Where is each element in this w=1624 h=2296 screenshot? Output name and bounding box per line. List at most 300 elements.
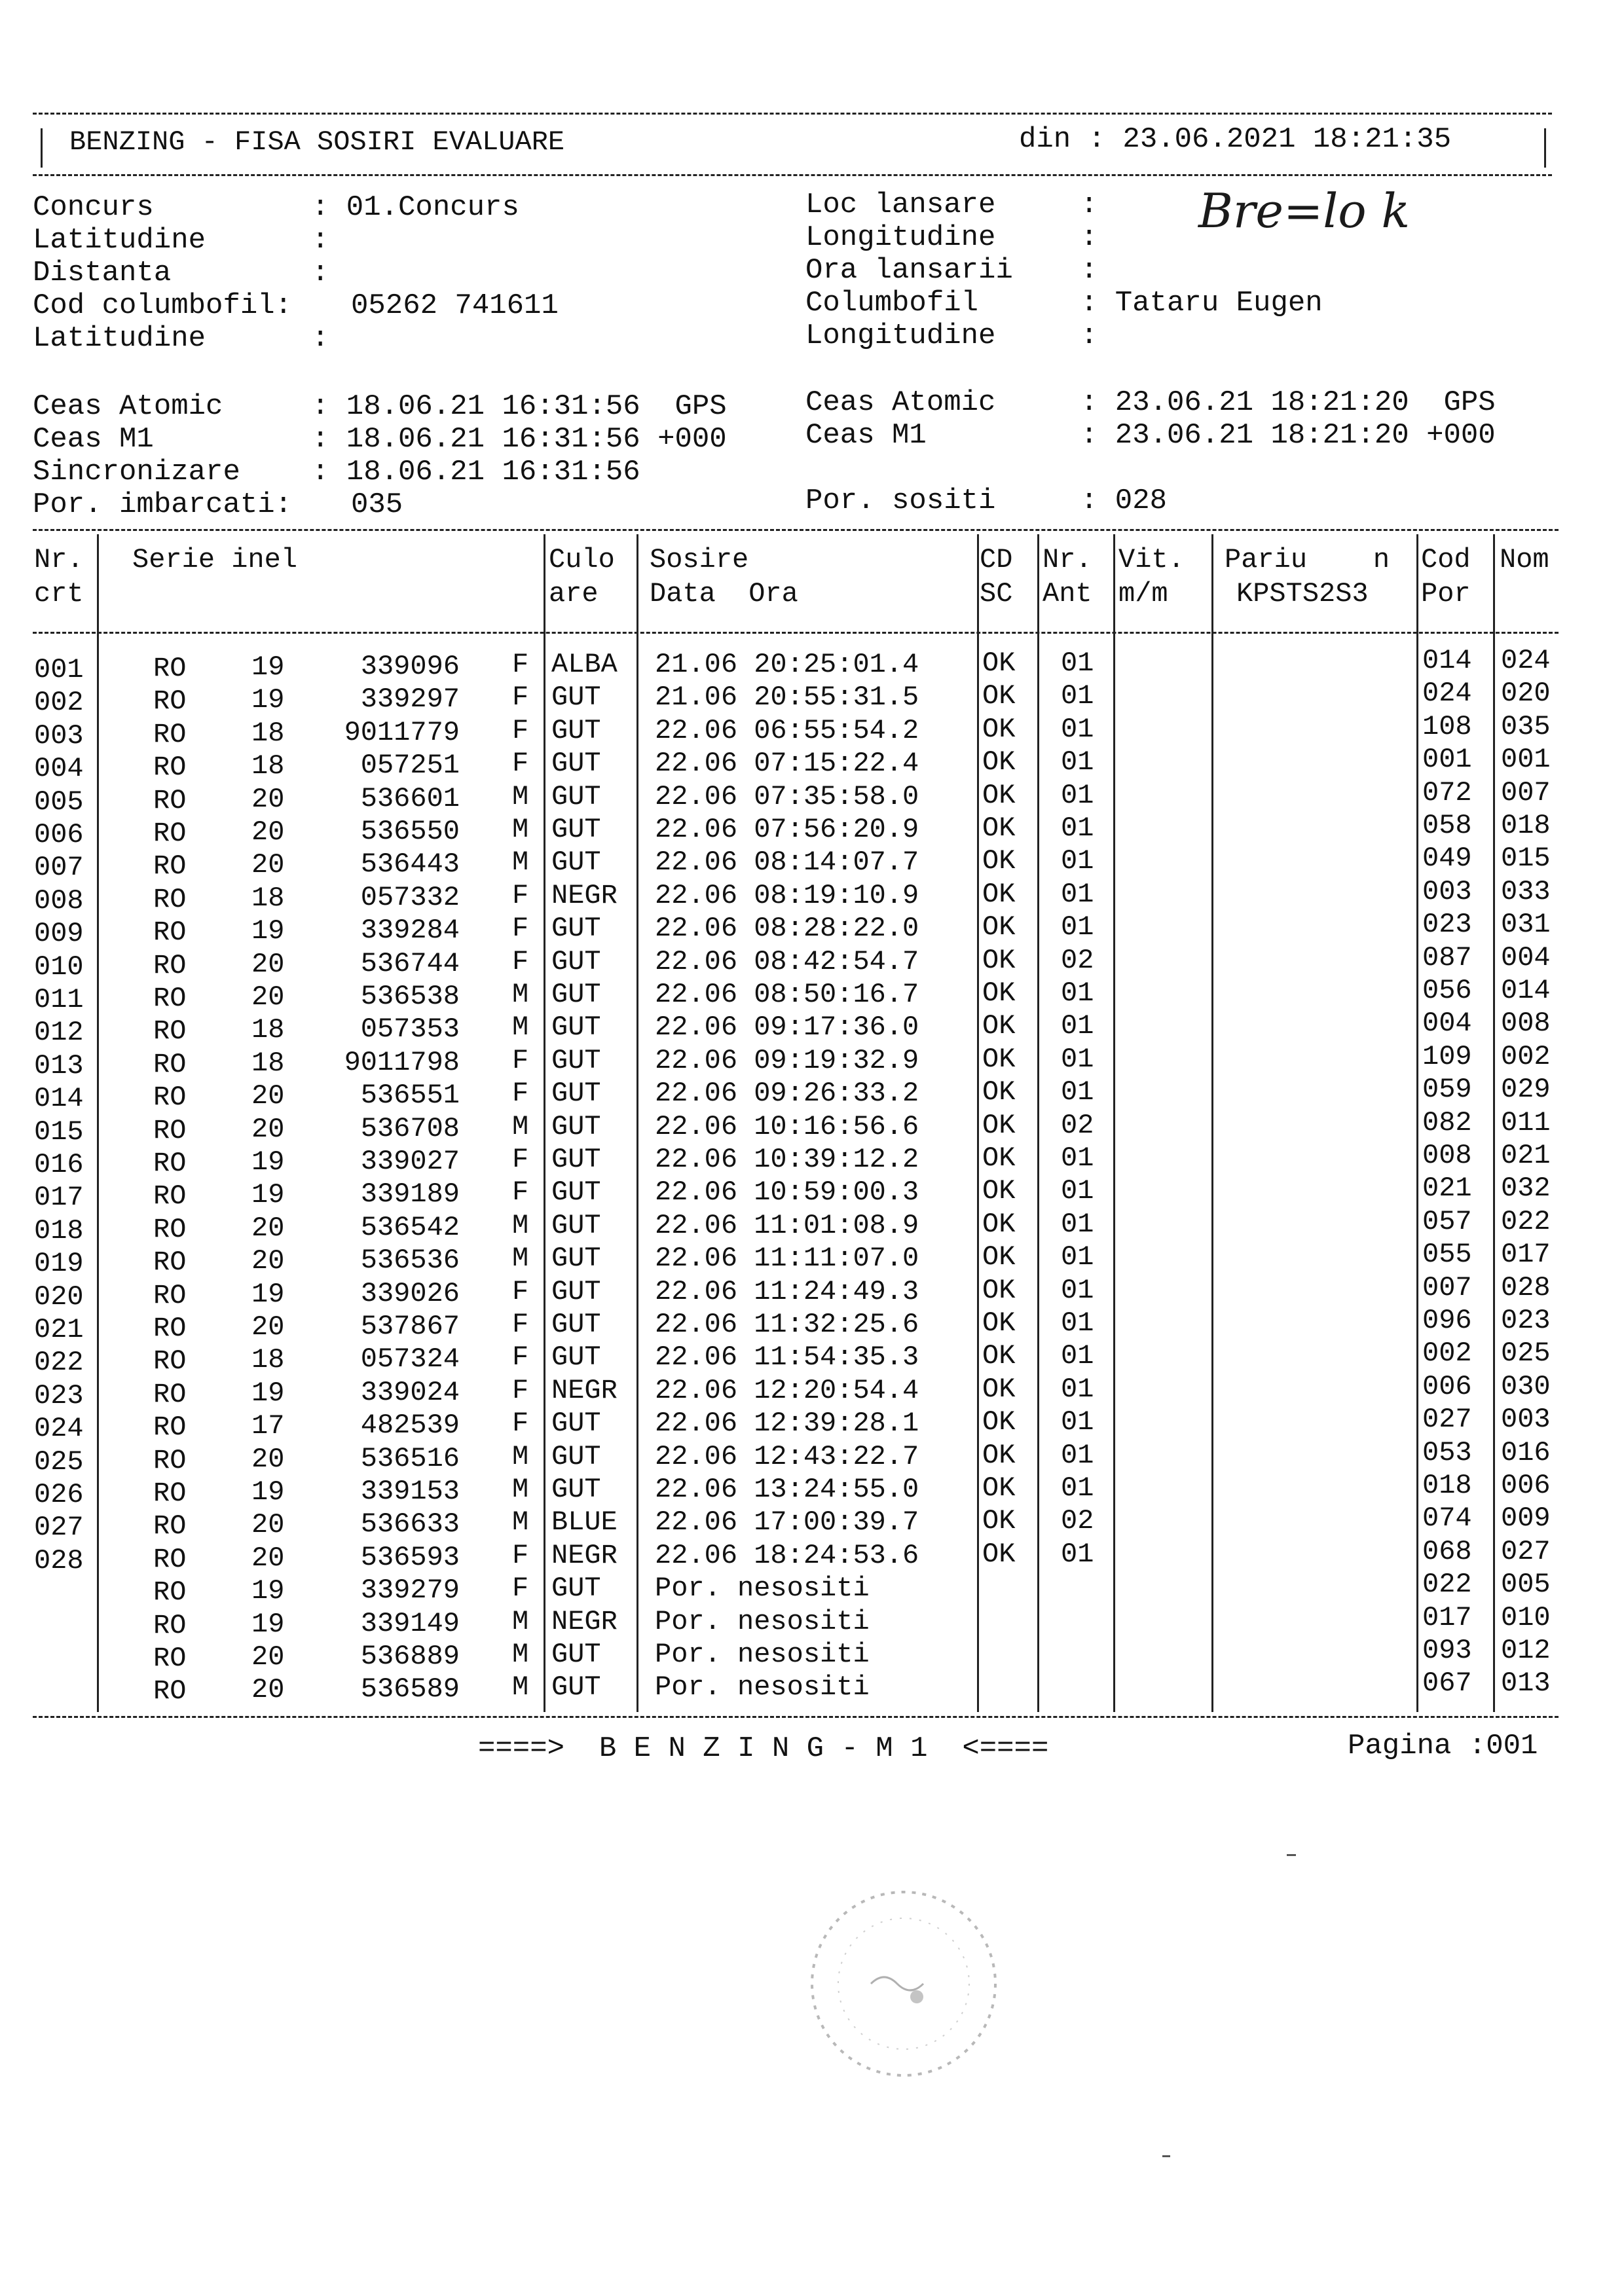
cell-ant: 01 bbox=[1061, 1274, 1094, 1306]
cell-ring: 057332 bbox=[360, 881, 460, 913]
cell-nr: 007 bbox=[34, 852, 84, 884]
cell-cod: 055 bbox=[1422, 1239, 1472, 1271]
clock-value: : 23.06.21 18:21:20 GPS bbox=[1080, 386, 1496, 419]
cell-nom: 021 bbox=[1501, 1140, 1551, 1171]
clock-label: Ceas Atomic bbox=[805, 386, 996, 419]
cell-ant: 01 bbox=[1061, 1340, 1094, 1372]
cell-country: RO bbox=[153, 818, 187, 849]
cell-nr: 014 bbox=[34, 1083, 84, 1115]
cell-cd: OK bbox=[982, 944, 1016, 976]
cell-ring: 339297 bbox=[360, 683, 460, 716]
cell-country: RO bbox=[153, 1148, 187, 1179]
cell-year: 20 bbox=[251, 1113, 285, 1145]
cell-year: 20 bbox=[251, 1311, 285, 1343]
cell-year: 18 bbox=[251, 750, 285, 782]
cell-nom: 031 bbox=[1501, 909, 1551, 941]
cell-sex: F bbox=[512, 1044, 529, 1076]
cell-ant: 01 bbox=[1061, 812, 1094, 844]
cell-year: 18 bbox=[251, 1014, 285, 1046]
cell-color: ALBA bbox=[551, 649, 618, 680]
cell-arrival: 22.06 06:55:54.2 bbox=[655, 714, 919, 746]
cell-nom: 030 bbox=[1501, 1370, 1551, 1402]
cell-nr: 013 bbox=[34, 1049, 84, 1082]
cell-cd: OK bbox=[982, 977, 1016, 1009]
cell-ant: 01 bbox=[1061, 1076, 1094, 1108]
clock-value: : 18.06.21 16:31:56 GPS bbox=[312, 390, 727, 423]
info-value: : bbox=[312, 257, 329, 289]
cell-ring: 339096 bbox=[360, 651, 460, 682]
column-header: m/m bbox=[1118, 578, 1168, 610]
cell-ring: 057251 bbox=[360, 750, 460, 782]
cell-sex: F bbox=[512, 1309, 529, 1340]
cell-year: 20 bbox=[251, 1674, 285, 1706]
cell-color: GUT bbox=[551, 979, 601, 1010]
cell-cod: 014 bbox=[1422, 645, 1472, 676]
cell-color: GUT bbox=[551, 1176, 601, 1209]
cell-cd: OK bbox=[982, 1076, 1016, 1108]
cell-sex: F bbox=[512, 1374, 529, 1406]
cell-arrival: 22.06 12:43:22.7 bbox=[655, 1440, 919, 1472]
cell-ring: 536589 bbox=[360, 1673, 460, 1705]
cell-cod: 082 bbox=[1422, 1106, 1472, 1139]
cell-ant: 01 bbox=[1061, 1241, 1094, 1273]
column-header: Por bbox=[1421, 578, 1471, 610]
cell-arrival: 22.06 10:59:00.3 bbox=[655, 1176, 919, 1209]
cell-cod: 018 bbox=[1422, 1470, 1472, 1501]
column-header: Pariu n bbox=[1225, 544, 1390, 575]
cell-ring: 536889 bbox=[360, 1641, 460, 1672]
cell-nr: 004 bbox=[34, 753, 84, 785]
info-label: Loc lansare bbox=[805, 189, 996, 221]
document-date: din : 23.06.2021 18:21:35 bbox=[1019, 123, 1452, 156]
cell-country: RO bbox=[153, 1015, 187, 1048]
cell-color: GUT bbox=[551, 714, 601, 746]
cell-sex: M bbox=[512, 1440, 529, 1472]
cell-country: RO bbox=[153, 1213, 187, 1245]
cell-sex: M bbox=[512, 1639, 529, 1670]
cell-nr: 012 bbox=[34, 1017, 84, 1049]
cell-arrival: 22.06 11:11:07.0 bbox=[655, 1243, 919, 1275]
info-label: Columbofil bbox=[805, 287, 979, 319]
cell-sex: M bbox=[512, 847, 529, 879]
cell-ant: 01 bbox=[1061, 1472, 1094, 1504]
cell-nr: 016 bbox=[34, 1149, 84, 1180]
cell-ant: 01 bbox=[1061, 1142, 1094, 1174]
info-value: : Tataru Eugen bbox=[1080, 287, 1323, 319]
cell-nom: 005 bbox=[1501, 1569, 1551, 1601]
cell-year: 19 bbox=[251, 651, 285, 683]
cell-sex: M bbox=[512, 1605, 529, 1637]
cell-ring: 536593 bbox=[360, 1541, 460, 1573]
cell-arrival: 22.06 09:17:36.0 bbox=[655, 1011, 919, 1044]
cell-year: 19 bbox=[251, 1278, 285, 1310]
cell-cd: OK bbox=[982, 647, 1016, 679]
clock-label: Por. imbarcati: bbox=[33, 488, 293, 521]
cell-color: GUT bbox=[551, 1078, 601, 1110]
cell-cd: OK bbox=[982, 1406, 1016, 1438]
cell-country: RO bbox=[153, 1444, 187, 1476]
cell-year: 20 bbox=[251, 948, 285, 980]
cell-color: GUT bbox=[551, 1011, 601, 1044]
cell-cod: 023 bbox=[1422, 909, 1472, 941]
cell-country: RO bbox=[153, 784, 187, 816]
cell-cd: OK bbox=[982, 1274, 1016, 1306]
cell-arrival: 22.06 11:01:08.9 bbox=[655, 1209, 919, 1241]
cell-ring: 339149 bbox=[360, 1607, 460, 1639]
cell-cd: OK bbox=[982, 746, 1016, 778]
cell-nr: 026 bbox=[34, 1479, 84, 1510]
cell-cod: 057 bbox=[1422, 1205, 1472, 1237]
cell-nom: 020 bbox=[1501, 678, 1551, 710]
cell-nom: 027 bbox=[1501, 1535, 1551, 1567]
cell-cd: OK bbox=[982, 845, 1016, 877]
cell-arrival: 22.06 07:15:22.4 bbox=[655, 748, 919, 780]
column-header: CD bbox=[980, 544, 1013, 575]
cell-cd: OK bbox=[982, 1175, 1016, 1207]
cell-cd: OK bbox=[982, 1307, 1016, 1339]
cell-nr: 021 bbox=[34, 1314, 84, 1345]
cell-ring: 536538 bbox=[360, 981, 460, 1012]
cell-cd: OK bbox=[982, 1472, 1016, 1504]
cell-nr: 009 bbox=[34, 918, 84, 950]
column-header: Ant bbox=[1043, 578, 1092, 610]
cell-year: 20 bbox=[251, 1080, 285, 1112]
cell-cod: 108 bbox=[1422, 710, 1472, 742]
scan-mark bbox=[1287, 1854, 1296, 1856]
column-header: are bbox=[549, 578, 599, 610]
column-divider bbox=[1037, 534, 1039, 1712]
cell-year: 19 bbox=[251, 1377, 285, 1409]
cell-sex: F bbox=[512, 649, 529, 680]
cell-color: GUT bbox=[551, 1243, 601, 1275]
clock-label: Sincronizare bbox=[33, 456, 240, 488]
cell-sex: F bbox=[512, 1408, 529, 1440]
cell-color: GUT bbox=[551, 1474, 601, 1505]
cell-sex: M bbox=[512, 814, 529, 845]
top-border bbox=[33, 113, 1552, 115]
column-divider bbox=[544, 534, 545, 1712]
cell-color: GUT bbox=[551, 1144, 601, 1175]
column-header: Vit. bbox=[1118, 544, 1185, 575]
cell-nom: 028 bbox=[1501, 1271, 1551, 1303]
cell-color: NEGR bbox=[551, 879, 618, 911]
cell-nom: 012 bbox=[1501, 1635, 1551, 1666]
cell-color: GUT bbox=[551, 780, 601, 812]
cell-ring: 339027 bbox=[360, 1146, 460, 1177]
cell-ant: 01 bbox=[1061, 647, 1094, 679]
cell-sex: F bbox=[512, 1078, 529, 1110]
cell-ring: 339189 bbox=[360, 1178, 460, 1211]
cell-ant: 01 bbox=[1061, 680, 1094, 712]
cell-color: GUT bbox=[551, 1440, 601, 1472]
cell-ring: 536601 bbox=[360, 782, 460, 814]
cell-year: 20 bbox=[251, 1245, 285, 1277]
cell-ant: 01 bbox=[1061, 1538, 1094, 1570]
cell-sex: M bbox=[512, 1506, 529, 1539]
cell-nom: 008 bbox=[1501, 1008, 1551, 1040]
cell-ant: 01 bbox=[1061, 779, 1094, 811]
scan-mark bbox=[1162, 2155, 1170, 2157]
cell-color: NEGR bbox=[551, 1605, 618, 1637]
clock-label: Ceas M1 bbox=[33, 423, 154, 456]
clock-label: Ceas Atomic bbox=[33, 390, 223, 423]
cell-year: 20 bbox=[251, 1212, 285, 1244]
cell-cod: 074 bbox=[1422, 1503, 1472, 1535]
cell-cod: 093 bbox=[1422, 1635, 1472, 1666]
cell-arrival: 22.06 11:54:35.3 bbox=[655, 1341, 919, 1374]
cell-nr: 025 bbox=[34, 1446, 84, 1478]
cell-ring: 536516 bbox=[360, 1442, 460, 1474]
cell-nom: 023 bbox=[1501, 1305, 1551, 1336]
info-value: : bbox=[1080, 319, 1098, 352]
cell-ring: 536708 bbox=[360, 1112, 460, 1144]
cell-cod: 053 bbox=[1422, 1436, 1472, 1468]
cell-ring: 536536 bbox=[360, 1245, 460, 1277]
cell-cod: 001 bbox=[1422, 744, 1472, 776]
cell-nom: 033 bbox=[1501, 875, 1551, 907]
info-label: Latitudine bbox=[33, 224, 206, 257]
cell-sex: M bbox=[512, 1474, 529, 1505]
cell-country: RO bbox=[153, 1543, 187, 1575]
cell-arrival: 22.06 12:39:28.1 bbox=[655, 1408, 919, 1440]
column-divider bbox=[637, 534, 638, 1712]
title-bottom-border bbox=[33, 174, 1552, 176]
cell-year: 19 bbox=[251, 915, 285, 947]
cell-nom: 013 bbox=[1501, 1667, 1551, 1700]
cell-year: 18 bbox=[251, 882, 285, 914]
cell-arrival: 22.06 11:24:49.3 bbox=[655, 1275, 919, 1307]
cell-color: GUT bbox=[551, 748, 601, 780]
cell-arrival: 22.06 07:35:58.0 bbox=[655, 780, 919, 812]
clock-value: : 028 bbox=[1080, 484, 1168, 517]
cell-year: 19 bbox=[251, 684, 285, 716]
info-value: : bbox=[1080, 189, 1098, 221]
cell-nr: 008 bbox=[34, 884, 84, 917]
cell-ring: 057353 bbox=[360, 1013, 460, 1046]
cell-arrival: Por. nesositi bbox=[655, 1573, 870, 1605]
cell-cod: 007 bbox=[1422, 1271, 1472, 1303]
cell-cd: OK bbox=[982, 1241, 1016, 1273]
info-value: : bbox=[1080, 254, 1098, 287]
cell-sex: F bbox=[512, 714, 529, 746]
cell-nom: 002 bbox=[1501, 1040, 1551, 1072]
cell-nr: 003 bbox=[34, 720, 84, 752]
cell-nom: 009 bbox=[1501, 1503, 1551, 1535]
cell-cod: 109 bbox=[1422, 1040, 1472, 1072]
cell-color: GUT bbox=[551, 847, 601, 879]
table-top-border bbox=[33, 529, 1559, 531]
cell-color: GUT bbox=[551, 1341, 601, 1374]
cell-arrival: 22.06 10:39:12.2 bbox=[655, 1144, 919, 1175]
cell-nr: 015 bbox=[34, 1116, 84, 1148]
cell-country: RO bbox=[153, 1313, 187, 1344]
cell-year: 19 bbox=[251, 1146, 285, 1178]
clock-label: Por. sositi bbox=[805, 484, 996, 517]
cell-ant: 01 bbox=[1061, 1439, 1094, 1471]
cell-nom: 025 bbox=[1501, 1338, 1551, 1370]
cell-cd: OK bbox=[982, 1505, 1016, 1537]
cell-cod: 002 bbox=[1422, 1338, 1472, 1370]
stamp-seal bbox=[792, 1872, 1015, 2095]
cell-arrival: 22.06 10:16:56.6 bbox=[655, 1110, 919, 1142]
cell-cod: 059 bbox=[1422, 1074, 1472, 1106]
cell-ant: 01 bbox=[1061, 1175, 1094, 1207]
cell-sex: F bbox=[512, 1573, 529, 1605]
cell-ant: 01 bbox=[1061, 845, 1094, 877]
cell-cd: OK bbox=[982, 812, 1016, 844]
cell-year: 17 bbox=[251, 1410, 285, 1442]
cell-cd: OK bbox=[982, 911, 1016, 943]
cell-arrival: 22.06 12:20:54.4 bbox=[655, 1374, 919, 1406]
cell-cod: 056 bbox=[1422, 975, 1472, 1006]
cell-ring: 537867 bbox=[360, 1311, 460, 1342]
cell-nr: 022 bbox=[34, 1347, 84, 1379]
cell-ring: 536550 bbox=[360, 816, 460, 847]
cell-color: GUT bbox=[551, 945, 601, 977]
cell-nom: 018 bbox=[1501, 810, 1551, 841]
cell-color: GUT bbox=[551, 814, 601, 845]
cell-ring: 536443 bbox=[360, 848, 460, 881]
column-header: Serie inel bbox=[132, 544, 298, 575]
cell-cod: 022 bbox=[1422, 1569, 1472, 1601]
column-header: Cod bbox=[1421, 544, 1471, 575]
cell-cod: 017 bbox=[1422, 1601, 1472, 1633]
cell-nr: 011 bbox=[34, 984, 84, 1015]
cell-ant: 01 bbox=[1061, 1406, 1094, 1438]
cell-ant: 01 bbox=[1061, 1307, 1094, 1339]
cell-color: GUT bbox=[551, 1309, 601, 1340]
footer-banner: ====> B E N Z I N G - M 1 <==== bbox=[478, 1732, 1049, 1765]
cell-ant: 01 bbox=[1061, 911, 1094, 943]
cell-arrival: 22.06 08:50:16.7 bbox=[655, 979, 919, 1010]
cell-nom: 011 bbox=[1501, 1106, 1551, 1139]
cell-sex: M bbox=[512, 979, 529, 1010]
cell-country: RO bbox=[153, 1478, 187, 1509]
cell-nom: 004 bbox=[1501, 941, 1551, 974]
cell-country: RO bbox=[153, 1609, 187, 1641]
cell-cod: 006 bbox=[1422, 1370, 1472, 1402]
cell-cd: OK bbox=[982, 680, 1016, 712]
cell-cd: OK bbox=[982, 713, 1016, 745]
cell-nr: 019 bbox=[34, 1248, 84, 1280]
cell-nom: 017 bbox=[1501, 1239, 1551, 1271]
cell-arrival: 22.06 08:19:10.9 bbox=[655, 879, 919, 911]
cell-nr: 017 bbox=[34, 1182, 84, 1214]
cell-nom: 015 bbox=[1501, 843, 1551, 875]
info-label: Ora lansarii bbox=[805, 254, 1013, 287]
cell-color: GUT bbox=[551, 913, 601, 945]
cell-ring: 339153 bbox=[360, 1476, 460, 1507]
cell-nom: 022 bbox=[1501, 1205, 1551, 1237]
cell-color: NEGR bbox=[551, 1539, 618, 1571]
column-header: Data Ora bbox=[650, 578, 798, 610]
cell-country: RO bbox=[153, 1082, 187, 1114]
cell-ant: 01 bbox=[1061, 1010, 1094, 1042]
cell-country: RO bbox=[153, 1180, 187, 1212]
cell-year: 18 bbox=[251, 717, 285, 749]
cell-ant: 02 bbox=[1061, 944, 1094, 976]
cell-cd: OK bbox=[982, 878, 1016, 910]
cell-cd: OK bbox=[982, 1340, 1016, 1372]
cell-sex: F bbox=[512, 1539, 529, 1571]
cell-country: RO bbox=[153, 983, 187, 1014]
info-value: : bbox=[312, 322, 329, 355]
info-label: Cod columbofil: bbox=[33, 289, 293, 322]
cell-color: GUT bbox=[551, 1639, 601, 1670]
cell-sex: M bbox=[512, 1671, 529, 1704]
cell-arrival: 22.06 17:00:39.7 bbox=[655, 1506, 919, 1539]
info-value: : bbox=[312, 224, 329, 257]
column-header: Nr. bbox=[1043, 544, 1092, 575]
cell-sex: F bbox=[512, 913, 529, 945]
clock-value: : 23.06.21 18:21:20 +000 bbox=[1080, 419, 1496, 452]
cell-nr: 001 bbox=[34, 654, 84, 685]
cell-cod: 004 bbox=[1422, 1008, 1472, 1040]
column-divider bbox=[1211, 534, 1213, 1712]
cell-sex: M bbox=[512, 1209, 529, 1241]
cell-nom: 014 bbox=[1501, 975, 1551, 1006]
column-header: Culo bbox=[549, 544, 615, 575]
cell-cd: OK bbox=[982, 1538, 1016, 1570]
cell-color: GUT bbox=[551, 1573, 601, 1605]
title-left-bar bbox=[41, 128, 43, 168]
cell-country: RO bbox=[153, 718, 187, 750]
cell-country: RO bbox=[153, 1643, 187, 1674]
cell-color: GUT bbox=[551, 1275, 601, 1307]
column-divider bbox=[1416, 534, 1418, 1712]
cell-ant: 01 bbox=[1061, 713, 1094, 745]
clock-value: : 18.06.21 16:31:56 bbox=[312, 456, 640, 488]
cell-ring: 339026 bbox=[360, 1277, 460, 1309]
info-label: Distanta bbox=[33, 257, 172, 289]
cell-ring: 536542 bbox=[360, 1211, 460, 1243]
cell-sex: M bbox=[512, 780, 529, 812]
cell-arrival: 22.06 09:26:33.2 bbox=[655, 1078, 919, 1110]
handwritten-location: Bre=lo k bbox=[1198, 183, 1411, 238]
cell-ant: 01 bbox=[1061, 977, 1094, 1009]
cell-country: RO bbox=[153, 1412, 187, 1444]
cell-year: 20 bbox=[251, 1443, 285, 1475]
cell-nom: 003 bbox=[1501, 1404, 1551, 1436]
info-label: Longitudine bbox=[805, 221, 996, 254]
cell-nr: 002 bbox=[34, 687, 84, 719]
cell-country: RO bbox=[153, 752, 187, 784]
cell-sex: F bbox=[512, 945, 529, 977]
cell-ant: 01 bbox=[1061, 878, 1094, 910]
cell-nom: 001 bbox=[1501, 744, 1551, 776]
cell-country: RO bbox=[153, 1675, 187, 1707]
info-value: 05262 741611 bbox=[351, 289, 559, 322]
table-header-separator bbox=[33, 632, 1559, 634]
cell-ring: 536744 bbox=[360, 947, 460, 979]
cell-nom: 007 bbox=[1501, 776, 1551, 809]
cell-ring: 339284 bbox=[360, 915, 460, 947]
cell-sex: M bbox=[512, 1243, 529, 1275]
cell-cod: 087 bbox=[1422, 941, 1472, 974]
cell-cd: OK bbox=[982, 1208, 1016, 1240]
cell-sex: F bbox=[512, 1341, 529, 1374]
cell-nom: 035 bbox=[1501, 710, 1551, 742]
cell-color: NEGR bbox=[551, 1374, 618, 1406]
cell-arrival: 21.06 20:55:31.5 bbox=[655, 682, 919, 714]
table-bottom-border bbox=[33, 1716, 1559, 1718]
cell-arrival: 22.06 18:24:53.6 bbox=[655, 1539, 919, 1571]
cell-country: RO bbox=[153, 653, 187, 684]
cell-nr: 028 bbox=[34, 1544, 84, 1576]
cell-arrival: 22.06 09:19:32.9 bbox=[655, 1044, 919, 1076]
cell-ring: 536551 bbox=[360, 1080, 460, 1112]
cell-cod: 027 bbox=[1422, 1404, 1472, 1436]
